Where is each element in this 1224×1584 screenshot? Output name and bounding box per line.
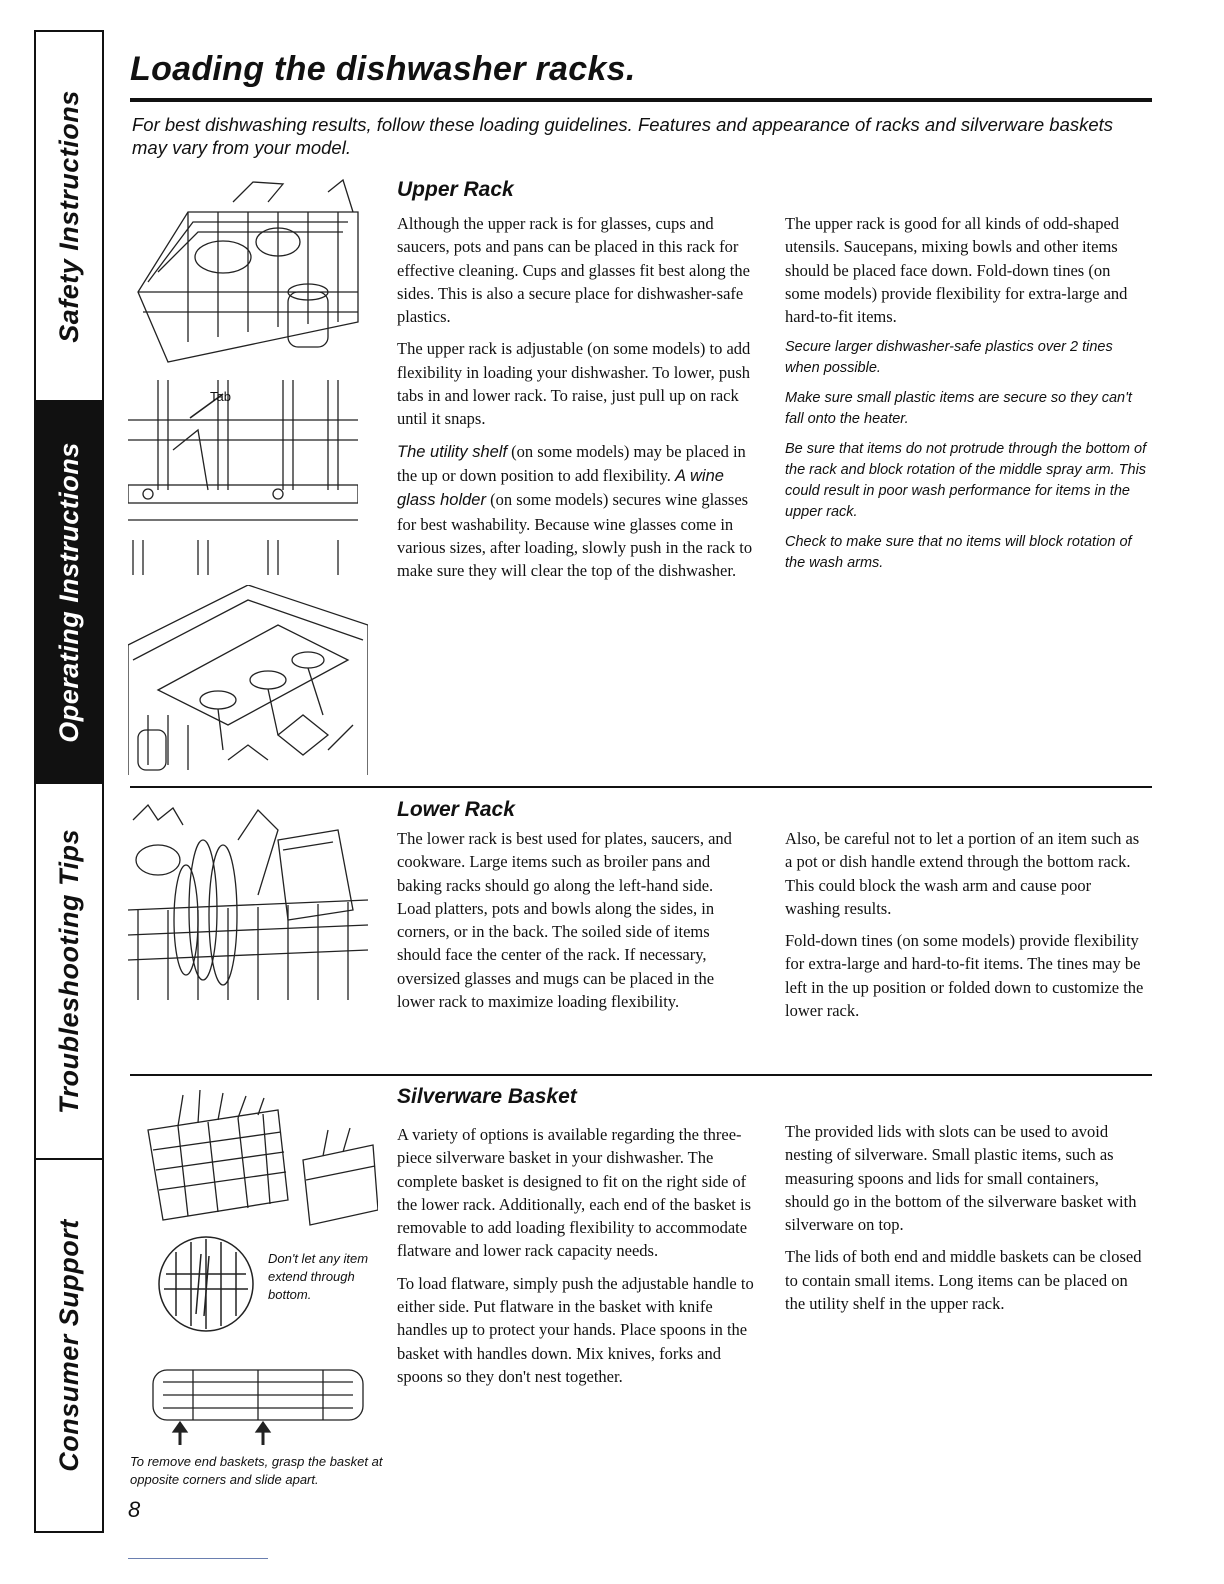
wine-glass-holder-illustration — [128, 585, 368, 775]
lower-rack-heading: Lower Rack — [397, 798, 515, 821]
lower-rack-paragraph: Fold-down tines (on some models) provide flexibility for extra-large and hard-to-fit items. The tines may be left in the up position or folded down to customize the lower rack. — [785, 931, 1144, 1021]
adjustable-rack-tab-illustration — [128, 380, 358, 575]
lower-rack-left-column — [397, 827, 747, 1022]
silverware-paragraph: The provided lids with slots can be used to avoid nesting of silverware. Small plastic items, such as measuring spoons and lids for small containers, should go in the bottom of the silverware basket with silverware on top. — [785, 1122, 1137, 1235]
upper-rack-note: Check to make sure that no items will block rotation of the wash arms. — [785, 534, 1132, 572]
inset-magnifier-illustration — [146, 1234, 266, 1334]
upper-rack-note: Be sure that items do not protrude through the bottom of the rack and block rotation of the middle spray arm. This could result in poor wash performance for items in the upper rack. — [785, 441, 1147, 521]
section-sidebar — [34, 30, 104, 1533]
upper-rack-note: Secure larger dishwasher-safe plastics over 2 tines when possible. — [785, 339, 1113, 377]
silverware-paragraph: To load flatware, simply push the adjustable handle to either side. Put flatware in the basket with knife handles up to protect your hands. Place spoons in the basket with handles down. Mix knives, forks and spoons so they don't nest together. — [397, 1273, 754, 1386]
lower-rack-illustration — [128, 800, 368, 1015]
footer-line — [128, 1558, 268, 1559]
silverware-right-column — [785, 1120, 1147, 1324]
upper-rack-right-column — [785, 212, 1147, 583]
intro-text: For best dishwashing results, follow these loading guidelines. Features and appearance of racks and silverware baskets may vary from your model. — [132, 114, 1114, 158]
upper-rack-paragraph: Although the upper rack is for glasses, cups and saucers, pots and pans can be placed in this rack for effective cleaning. Cups and glasses fit best along the sides. This is also a secure place for dishwasher-safe plastics. — [397, 214, 750, 327]
title-rule — [130, 98, 1152, 102]
upper-rack-note: Make sure small plastic items are secure so they can't fall onto the heater. — [785, 390, 1132, 428]
tab-label: Operating Instructions — [53, 441, 84, 743]
wine-glass-holder-term: A wine glass holder — [397, 466, 724, 510]
silverware-basket-illustration — [138, 1090, 378, 1230]
upper-rack-paragraph: The upper rack is adjustable (on some models) to add flexibility in loading your dishwasher. To lower, push tabs in and lower rack. To raise, just pull up on rack until it snaps. — [397, 339, 751, 429]
upper-rack-left-column — [397, 212, 765, 591]
remove-end-basket-illustration — [143, 1360, 373, 1450]
section-divider — [130, 1074, 1152, 1076]
tab-operating-instructions[interactable] — [36, 402, 102, 784]
tab-troubleshooting-tips[interactable] — [36, 784, 102, 1160]
silverware-basket-heading: Silverware Basket — [397, 1085, 577, 1108]
utility-shelf-term: The utility shelf — [397, 442, 508, 461]
silverware-paragraph: The lids of both end and middle baskets can be closed to contain small items. Long items can be placed on the utility shelf in the upper rack. — [785, 1247, 1142, 1314]
lower-rack-paragraph: Also, be careful not to let a portion of an item such as a pot or dish handle extend through the bottom rack. This could block the wash arm and cause poor washing results. — [785, 829, 1140, 918]
tab-safety-instructions[interactable] — [36, 32, 102, 402]
section-divider — [130, 786, 1152, 788]
tab-label: Safety Instructions — [53, 89, 84, 343]
remove-basket-caption: To remove end baskets, grasp the basket at opposite corners and slide apart. — [130, 1454, 383, 1487]
tab-consumer-support[interactable] — [36, 1160, 102, 1531]
lower-rack-right-column — [785, 827, 1147, 1031]
silverware-left-column — [397, 1123, 762, 1397]
upper-rack-paragraph: The utility shelf (on some models) may be placed in the up or down position to add flexibility. A wine glass holder (on some models) secures wine glasses for best washability. Because wine glasses come in various sizes, after loading, slowly push in the rack to make sure they will clear the top of the dishwasher. — [397, 441, 753, 581]
tab-label: Troubleshooting Tips — [53, 828, 84, 1114]
lower-rack-paragraph: The lower rack is best used for plates, saucers, and cookware. Large items such as broiler pans and baking racks should go along the left-hand side. Load platters, pots and bowls along the sides, in corners, or in the back. The soiled side of items should face the center of the rack. If necessary, oversized glasses and mugs can be placed in the lower rack to maximize loading flexibility. — [397, 829, 732, 1012]
upper-rack-paragraph: The upper rack is good for all kinds of odd-shaped utensils. Saucepans, mixing bowls and other items should be placed face down. Fold-down tines (on some models) provide flexibility for extra-large and hard-to-fit items. — [785, 214, 1128, 327]
page-title: Loading the dishwasher racks. — [130, 50, 636, 88]
inset-caption: Don't let any item extend through bottom. — [268, 1251, 369, 1302]
tab-callout-label: Tab — [210, 389, 231, 404]
silverware-paragraph: A variety of options is available regarding the three-piece silverware basket in your dishwasher. The complete basket is designed to fit on the right side of the lower rack. Additionally, each end of the basket is removable to add loading flexibility to accommodate flatware and lower rack capacity needs. — [397, 1125, 752, 1261]
upper-rack-heading: Upper Rack — [397, 178, 514, 201]
tab-label: Consumer Support — [53, 1219, 84, 1472]
upper-rack-illustration — [128, 172, 368, 372]
page-number: 8 — [128, 1497, 141, 1522]
